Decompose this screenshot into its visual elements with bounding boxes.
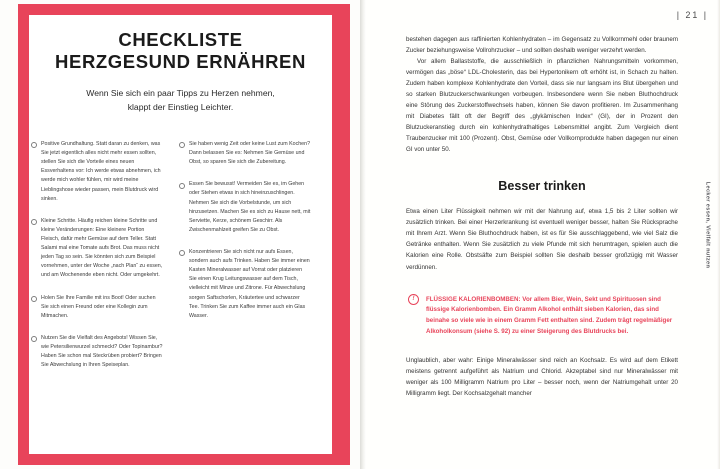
checklist-content [29,15,332,455]
callout-lead: FLÜSSIGE KALORIENBOMBEN: [426,295,521,303]
warning-icon: ! [408,294,419,305]
circle-bullet-icon [179,142,185,148]
page-subtitle: Wenn Sie sich ein paar Tipps zu Herzen nehmen, klappt der Einstieg Leichter. [86,87,275,112]
callout-text: Vor allem Bier, Wein, Sekt und Spirituosen sind flüssige Kalorienbomben. Ein Gramm Alkohol enthält sieben Kalorien, das sind beinahe so viele wie in einem Gramm Fett enthalten sind. Zudem trägt regelmäßiger Alkoholkonsum (siehe S. 92) zu einer Steigerung des Blutdrucks bei. [426,295,673,335]
list-item-text: Nutzen Sie die Vielfalt des Angebots! Wissen Sie, wie Petersilienwurzel schmeckt? Oder Topinambur? Haben Sie schon mal Steckrüben probiert? Bringen Sie Abwechslung in Ihren Speiseplan. [41,334,163,369]
list-item [179,140,311,167]
side-tab [700,150,714,300]
body-paragraph: Unglaublich, aber wahr: Einige Mineralwässer sind reich an Kochsalz. Es wird auf dem Etikett meistens getrennt aufgeführt als Natrium und Chlorid. Akzeptabel sind nur Mineralwässer mit weniger als 100 Milligramm Natrium pro Liter – besser noch, wenn der Natriumgehalt unter 20 Milligramm liegt. Der Kochsalzgehalt mancher [406,357,678,398]
right-page-body [406,34,678,399]
list-item-text: Holen Sie Ihre Familie mit ins Boot! Oder suchen Sie sich einen Freund oder eine Kollegin zum Mitmachen. [41,294,156,319]
list-item [31,140,163,204]
list-item-text: Essen Sie bewusst! Vermeiden Sie es, im Gehen oder Stehen etwas in sich hineinzuschlingen. Nehmen Sie sich die Vorbelstunde, um sich hinzusetzen. Machen Sie es sich zu Hause nett, mit Serviette, Kerze, schönem Geschirr. Als Zwischenmahlzeit greifen Sie zu Obst. [189,181,311,233]
list-item-text: Konzentrieren Sie sich nicht nur aufs Essen, sondern auch aufs Trinken. Haben Sie immer einen Kasten Mineralwasser auf Vorrat oder platzieren Sie einen Krug Leitungswasser auf dem Tisch, vielleicht mit Minze und Zitrone. Für Abwechslung sorgen Saftschorlen, Kräutertee und schwarzer Tee. Trinken Sie zum Kaffee immer auch ein Glas Wasser. [189,248,310,319]
circle-bullet-icon [31,219,37,225]
section-heading: Besser trinken [498,179,586,194]
list-item-text: Kleine Schritte. Häufig reichen kleine Schritte und kleine Veränderungen: Eine kleinere Portion Fleisch, dafür mehr Gemüse auf dem Teller. Statt Salami mal eine Tomate aufs Brot. Das muss nicht jeden Tag so sein. Sie könnten sich zum Beispiel vornehmen, unter der Woche „nach Plan“ zu essen, und am Wochenende eben nicht. Oder umgekehrt. [41,217,163,279]
checklist-columns [29,140,332,383]
list-item-text: Positive Grundhaltung. Statt daran zu denken, was Sie jetzt eigentlich alles nicht mehr essen sollten, stellen Sie sich die Vorteile eines neuen Essverhaltens vor: Ich werde etwas abnehmen, ich werde mich wohler fühlen, mir wird meine Lieblingshose wieder passen, mein Blutdruck wird sinken. [41,141,161,202]
title-line-2: HERZGESUND ERNÄHREN [55,50,306,72]
page-number: | 21 | [676,10,708,20]
side-tab-label: Lecker essen, Vielfalt nutzen [704,181,710,269]
body-paragraph: bestehen dagegen aus raffinierten Kohlenhydraten – im Gegensatz zu Vollkornmehl oder braunem Zucker beziehungsweise Vollrohrzucker – und sollten deshalb weniger verzehrt werden. [406,36,678,55]
callout-box [406,291,678,342]
circle-bullet-icon [31,296,37,302]
body-paragraph: Vor allem Ballaststoffe, die ausschließlich in pflanzlichen Nahrungsmitteln vorkommen, vermögen das „böse“ LDL-Cholesterin, das bei Hypertonikern oft erhöht ist, in Schach zu halten. Zudem haben komplexe Kohlenhydrate den Vorteil, dass sie nur langsam ins Blut übergehen und so starken Blutzuckerschwankungen vorbeugen. Insbesondere wenn Sie neben Bluthochdruck eine Störung des Zuckerstoffwechsels haben, können Sie davon profitieren. Im Zusammenhang mit Diabetes fällt oft der Begriff des „glykämischen Index“ (GI), der in Prozent den Blutzuckeranstieg durch ein kohlenhydrathaltiges Lebensmittel angibt. Zum Vergleich dient Traubenzucker mit 100 (Prozent). Obst, Gemüse oder Vollkornprodukte haben dagegen nur einen GI von unter 50. [406,58,678,154]
body-paragraph: Etwa einen Liter Flüssigkeit nehmen wir mit der Nahrung auf, etwa 1,5 bis 2 Liter sollten wir zusätzlich trinken. Bei einer Herzerkrankung ist eventuell weniger besser, halten Sie Rücksprache mit Ihrem Arzt. Wenn Sie Bluthochdruck haben, ist es für Sie ausschlaggebend, wie viel Salz die Getränke enthalten. Wenn Sie zusätzlich zu viele Pfunde mit sich herumtragen, spielen auch die Kalorien eine Rolle. Obstsäfte zum Beispiel sollten Sie deshalb besser großzügig mit Wasser verdünnen. [406,208,678,271]
circle-bullet-icon [179,250,185,256]
list-item-text: Sie haben wenig Zeit oder keine Lust zum Kochen? Dann belassen Sie es: Nehmen Sie Gemüse und Obst, so sparen Sie sich die Zubereitung. [189,141,311,166]
checklist-column-right [179,140,311,383]
right-page [366,0,720,469]
circle-bullet-icon [31,142,37,148]
list-item [31,294,163,321]
circle-bullet-icon [31,336,37,342]
list-item [31,334,163,370]
page-title [29,29,332,73]
spacer [29,114,332,140]
checklist-column-left [31,140,163,383]
list-item [179,180,311,235]
list-item [31,217,163,281]
title-line-1: CHECKLISTE [118,29,243,50]
list-item [179,248,311,321]
circle-bullet-icon [179,183,185,189]
